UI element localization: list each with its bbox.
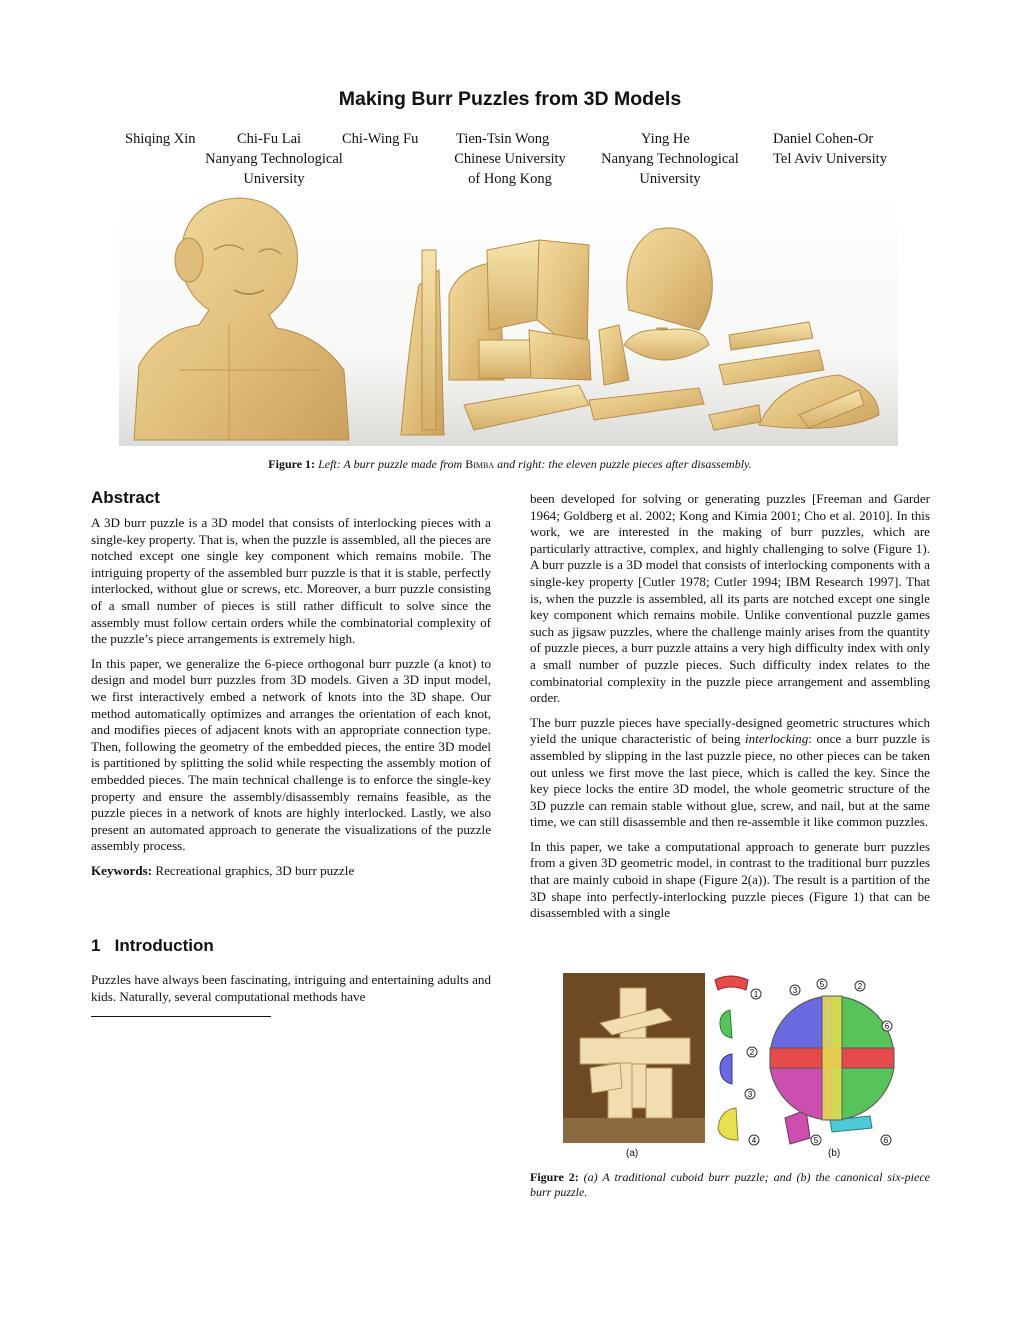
paper-title: Making Burr Puzzles from 3D Models	[338, 88, 682, 110]
affiliation: Nanyang Technological	[601, 151, 739, 167]
author-name: Daniel Cohen-Or	[773, 131, 874, 147]
body-paragraph: been developed for solving or generating puzzles [Freeman and Garder 1964; Goldberg et al. 2002; Kong and Kimia 2001; Cho et al. 2010]. In this work, we are interested in the making of burr puzzles, which are particularly attractive, complex, and highly challenging to solve (Figure 1). A burr puzzle is a 3D model that consists of interlocking components with a single-key property [Cutler 1978; Cutler 1994; IBM Research 1997]. That is, when the puzzle is assembled, all its parts are notched except one single key component which remains mobile. Unlike conventional puzzle games such as jigsaw puzzles, where the challenge mainly arises from the quantity of puzzle pieces, a burr puzzle attains a very high difficulty index with only a small number of puzzle pieces. Such difficulty index relates to the combinatorial complexity in the puzzle piece arrangement and assembling order.	[530, 491, 930, 706]
piece-number: 5	[813, 1136, 819, 1145]
keywords-label: Keywords:	[91, 862, 153, 878]
figure-1-image	[119, 190, 898, 446]
section-number: 1	[91, 936, 101, 955]
affiliation: University	[639, 171, 701, 187]
piece-number: 6	[884, 1022, 890, 1031]
affiliation: of Hong Kong	[468, 171, 552, 187]
figure-1-caption	[0, 457, 1020, 472]
intro-paragraph: Puzzles have always been fascinating, intriguing and entertaining adults and kids. Naturally, several computational methods have	[91, 972, 491, 1004]
affiliation: Tel Aviv University	[773, 151, 887, 167]
subfigure-label-b: (b)	[828, 1148, 841, 1159]
piece-number: 5	[819, 980, 825, 989]
affiliation: Chinese University	[454, 151, 566, 167]
abstract-paragraph: In this paper, we generalize the 6-piece orthogonal burr puzzle (a knot) to design and model burr puzzles from 3D models. Given a 3D input model, we first interactively embed a network of knots into the 3D shape. Our method automatically optimizes and arranges the orientation of each knot, and modifies pieces of adjacent knots with an appropriate connection type. Then, following the geometry of the embedded pieces, the entire 3D model is partitioned by splitting the solid while respecting the assembly motion of embedded pieces. The main technical challenge is to enforce the single-key property and ensure the assembly/disassembly remains feasible, as the puzzle pieces in a network of knots are highly interlocked. Lastly, we also present an automated approach to generate the visualizations of the puzzle assembly process.	[91, 655, 491, 854]
section-title: Introduction	[114, 936, 214, 955]
piece-number: 3	[747, 1090, 753, 1099]
keywords	[91, 863, 491, 880]
abstract-paragraph: A 3D burr puzzle is a 3D model that consists of interlocking pieces with a single-key property. That is, when the puzzle is assembled, all the pieces are notched except one single key component which remains mobile. The intriguing property of the assembled burr puzzle is that it is stable, perfectly interlocked, without glue or screws, etc. Moreover, a burr puzzle consisting of a small number of pieces is still rather difficult to solve since the assembly must follow certain orders while the combinatorial complexity of the puzzle’s piece arrangements is extremely high.	[91, 515, 491, 647]
piece-number: 2	[749, 1048, 755, 1057]
figure-2-label: Figure 2:	[530, 1170, 579, 1184]
author-name: Shiqing Xin	[125, 131, 196, 147]
subfigure-label-a: (a)	[626, 1148, 639, 1159]
abstract-heading: Abstract	[91, 488, 160, 507]
head-piece	[599, 228, 712, 385]
author-name: Chi-Fu Lai	[237, 131, 302, 147]
intro-heading	[91, 936, 214, 956]
figure-1-label: Figure 1:	[268, 457, 316, 471]
affiliation: University	[243, 171, 305, 187]
body-paragraph: In this paper, we take a computational approach to generate burr puzzles from a given 3D geometric model, in contrast to the traditional burr puzzles that are mainly cuboid in shape (Figure 2(a)). The result is a partition of the 3D shape into perfectly-interlocking puzzle pieces (Figure 1) that can be disassembled with a single	[530, 838, 930, 921]
figure-1-caption-text-b: and right: the eleven puzzle pieces after disassembly.	[494, 457, 752, 471]
footnote-rule	[91, 1016, 271, 1017]
figure-2-caption-text: (a) A traditional cuboid burr puzzle; and (b) the canonical six-piece burr puzzle.	[530, 1170, 930, 1199]
affiliation: Nanyang Technological	[205, 151, 343, 167]
author-name: Ying He	[641, 131, 690, 147]
right-column-body	[530, 491, 930, 930]
figure-1-caption-bimba: Bimba	[465, 457, 495, 471]
figure-2-caption	[530, 1170, 930, 1200]
author-name: Tien-Tsin Wong	[456, 131, 550, 147]
keywords-text: Recreational graphics, 3D burr puzzle	[155, 862, 355, 878]
author-name: Chi-Wing Fu	[342, 131, 419, 147]
piece-number: 3	[792, 986, 798, 995]
piece-number: 2	[857, 982, 863, 991]
intro-body	[91, 972, 491, 1013]
figure-1-caption-text-a: Left: A burr puzzle made from	[318, 457, 466, 471]
figure-2-image	[560, 968, 904, 1163]
bust-model	[134, 198, 349, 440]
abstract-body	[91, 515, 491, 887]
body-paragraph: The burr puzzle pieces have specially-designed geometric structures which yield the unique characteristic of being interlocking: once a burr puzzle is assembled by slipping in the last puzzle piece, no other pieces can be taken out unless we first move the last piece, which is called the key. Since the key piece locks the entire 3D model, the whole geometric structure of the 3D puzzle can remain stable without glue, screw, and nail, but at the same time, we can still disassemble and then re-assemble it like common puzzles.	[530, 714, 930, 830]
piece-number: 4	[751, 1136, 757, 1145]
piece-number: 6	[883, 1136, 889, 1145]
cuboid-burr-photo	[563, 973, 705, 1159]
piece-number: 1	[753, 990, 759, 999]
